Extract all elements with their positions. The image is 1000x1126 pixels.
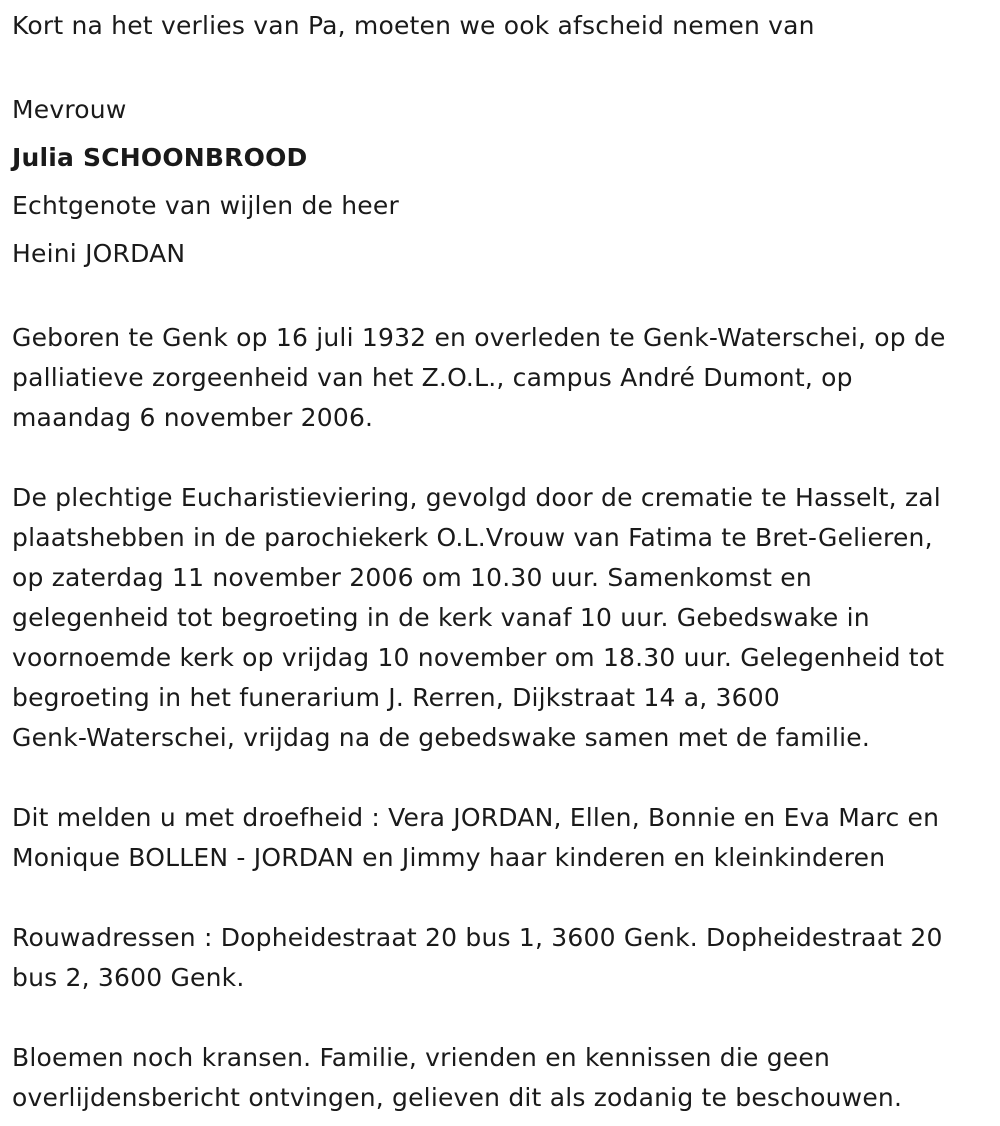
paragraph-line: begroeting in het funerarium J. Rerren, Dijkstraat 14 a, 3600 [12,683,780,712]
ceremony-paragraph [12,478,988,758]
paragraph-line: gelegenheid tot begroeting in de kerk vanaf 10 uur. Gebedswake in [12,603,870,632]
spacer [12,878,988,918]
spacer [12,998,988,1038]
paragraph-line: op zaterdag 11 november 2006 om 10.30 uur. Samenkomst en [12,563,812,592]
paragraph-line: plaatshebben in de parochiekerk O.L.Vrouw van Fatima te Bret-Gelieren, [12,523,933,552]
paragraph-line: Geboren te Genk op 16 juli 1932 en overleden te Genk-Waterschei, op de [12,323,946,352]
salutation: Mevrouw [12,95,127,124]
intro-text: Kort na het verlies van Pa, moeten we ook afscheid nemen van [12,11,815,40]
paragraph-line: palliatieve zorgeenheid van het Z.O.L., campus André Dumont, op [12,363,853,392]
paragraph-line: Monique BOLLEN - JORDAN en Jimmy haar kinderen en kleinkinderen [12,843,886,872]
spouse-name: Heini JORDAN [12,239,186,268]
spacer [12,438,988,478]
paragraph-line: voornoemde kerk op vrijdag 10 november om 18.30 uur. Gelegenheid tot [12,643,945,672]
paragraph-line: Rouwadressen : Dopheidestraat 20 bus 1, 3600 Genk. Dopheidestraat 20 [12,923,943,952]
spacer [12,758,988,798]
relation-text: Echtgenote van wijlen de heer [12,191,399,220]
paragraph-line: overlijdensbericht ontvingen, gelieven dit als zodanig te beschouwen. [12,1083,903,1112]
spacer [12,46,988,86]
paragraph-line: maandag 6 november 2006. [12,403,374,432]
spacer [12,278,988,318]
paragraph-line: Bloemen noch kransen. Familie, vrienden en kennissen die geen [12,1043,831,1072]
addresses-paragraph [12,918,988,998]
family-paragraph [12,798,988,878]
paragraph-line: Genk-Waterschei, vrijdag na de gebedswake samen met de familie. [12,723,870,752]
paragraph-line: Dit melden u met droefheid : Vera JORDAN, Ellen, Bonnie en Eva Marc en [12,803,940,832]
paragraph-line: De plechtige Eucharistieviering, gevolgd door de crematie te Hasselt, zal [12,483,941,512]
paragraph-line: bus 2, 3600 Genk. [12,963,245,992]
birth-death-paragraph [12,318,988,438]
deceased-name: Julia SCHOONBROOD [12,143,308,172]
flowers-paragraph [12,1038,988,1118]
